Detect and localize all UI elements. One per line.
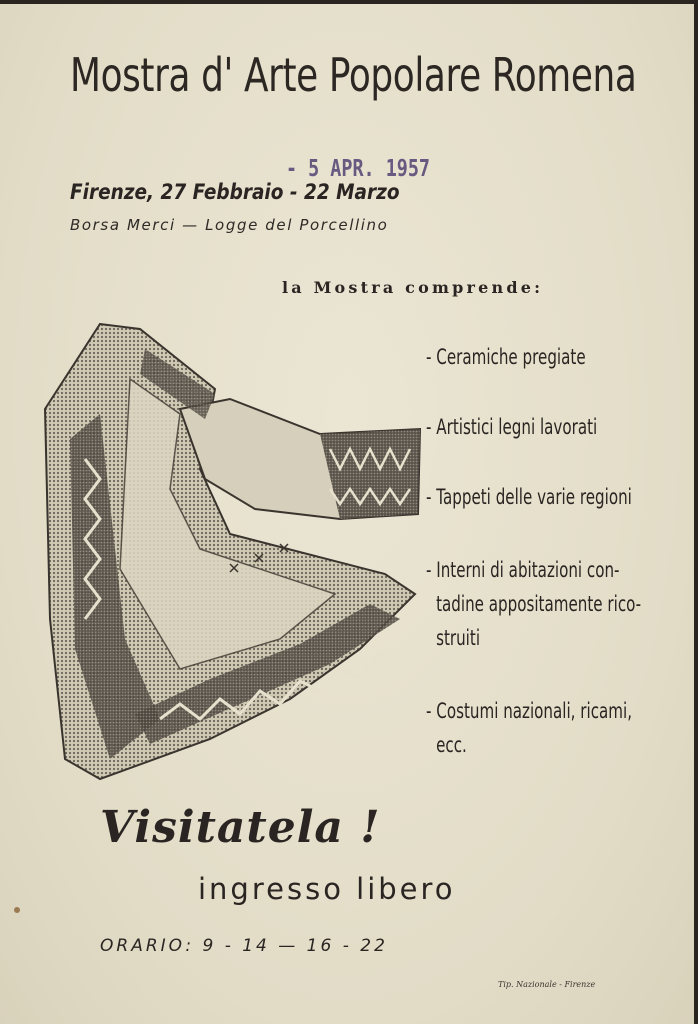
opening-hours: ORARIO: 9 - 14 — 16 - 22 — [100, 936, 388, 956]
exhibition-dates: Firenze, 27 Febbraio - 22 Marzo — [70, 180, 400, 204]
paper-stain — [14, 907, 20, 913]
poster-page — [0, 4, 694, 1024]
exhibition-venue: Borsa Merci — Logge del Porcellino — [70, 216, 389, 234]
list-item — [426, 340, 586, 374]
list-item-line: struiti — [436, 626, 481, 650]
list-item-line: - Tappeti delle varie regioni — [426, 485, 632, 509]
list-item-line: - Ceramiche pregiate — [426, 345, 586, 369]
poster-title: Mostra d' Arte Popolare Romena — [70, 48, 637, 102]
list-item-line: - Artistici legni lavorati — [426, 415, 598, 439]
list-item — [426, 410, 597, 444]
printer-credit: Tip. Nazionale - Firenze — [498, 980, 596, 989]
list-item — [426, 480, 632, 514]
embroidered-blouse-illustration — [40, 319, 425, 784]
list-item-line: - Interni di abitazioni con- — [426, 558, 620, 582]
list-item-line: ecc. — [436, 733, 467, 757]
list-item-line: tadine appositamente rico- — [436, 592, 642, 616]
includes-heading: la Mostra comprende: — [282, 278, 544, 297]
list-item — [426, 694, 632, 762]
date-stamp: - 5 APR. 1957 — [286, 156, 431, 182]
admission-text: ingresso libero — [198, 872, 456, 906]
list-item — [426, 553, 641, 655]
call-to-action: Visitatela ! — [100, 802, 381, 853]
list-item-line: - Costumi nazionali, ricami, — [426, 699, 633, 723]
